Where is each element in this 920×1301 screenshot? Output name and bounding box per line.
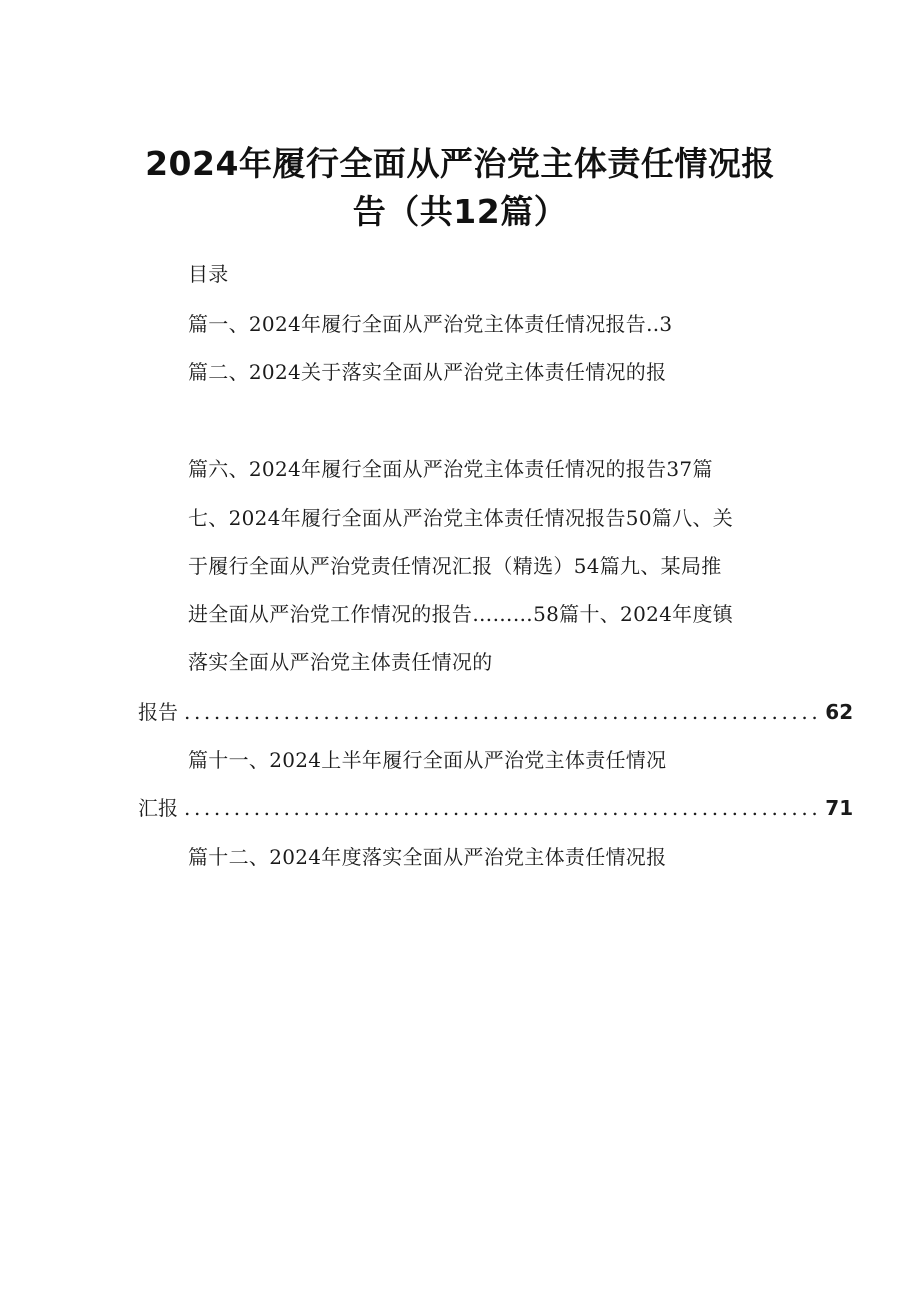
toc-text-line: 于履行全面从严治党责任情况汇报（精选）54篇九、某局推 (188, 554, 722, 578)
dot-leader: ................................................................ (184, 796, 822, 820)
toc-entry-6: 篇六、2024年履行全面从严治党主体责任情况的报告37篇 (188, 457, 713, 481)
toc-text-line: 七、2024年履行全面从严治党主体责任情况报告50篇八、关 (188, 506, 734, 530)
toc-entry-label: 报告 (138, 700, 178, 724)
document-title-line-1: 2024年履行全面从严治党主体责任情况报 (145, 144, 775, 183)
toc-entry-huibao-71 (138, 793, 854, 823)
toc-entry-1: 篇一、2024年履行全面从严治党主体责任情况报告..3 (188, 312, 673, 336)
toc-text-line: 进全面从严治党工作情况的报告………58篇十、2024年度镇 (188, 602, 734, 626)
page-number: 71 (825, 796, 854, 820)
page-number: 62 (825, 700, 854, 724)
toc-text-line: 落实全面从严治党主体责任情况的 (188, 650, 493, 674)
toc-entry-11: 篇十一、2024上半年履行全面从严治党主体责任情况 (188, 748, 667, 772)
toc-entry-report-62 (138, 697, 854, 727)
toc-entry-label: 汇报 (138, 796, 178, 820)
dot-leader: ................................................................ (184, 700, 822, 724)
toc-heading: 目录 (188, 262, 229, 286)
document-title-line-2: 告（共12篇） (352, 192, 568, 231)
toc-entry-12: 篇十二、2024年度落实全面从严治党主体责任情况报 (188, 845, 667, 869)
toc-entry-2: 篇二、2024关于落实全面从严治党主体责任情况的报 (188, 360, 667, 384)
